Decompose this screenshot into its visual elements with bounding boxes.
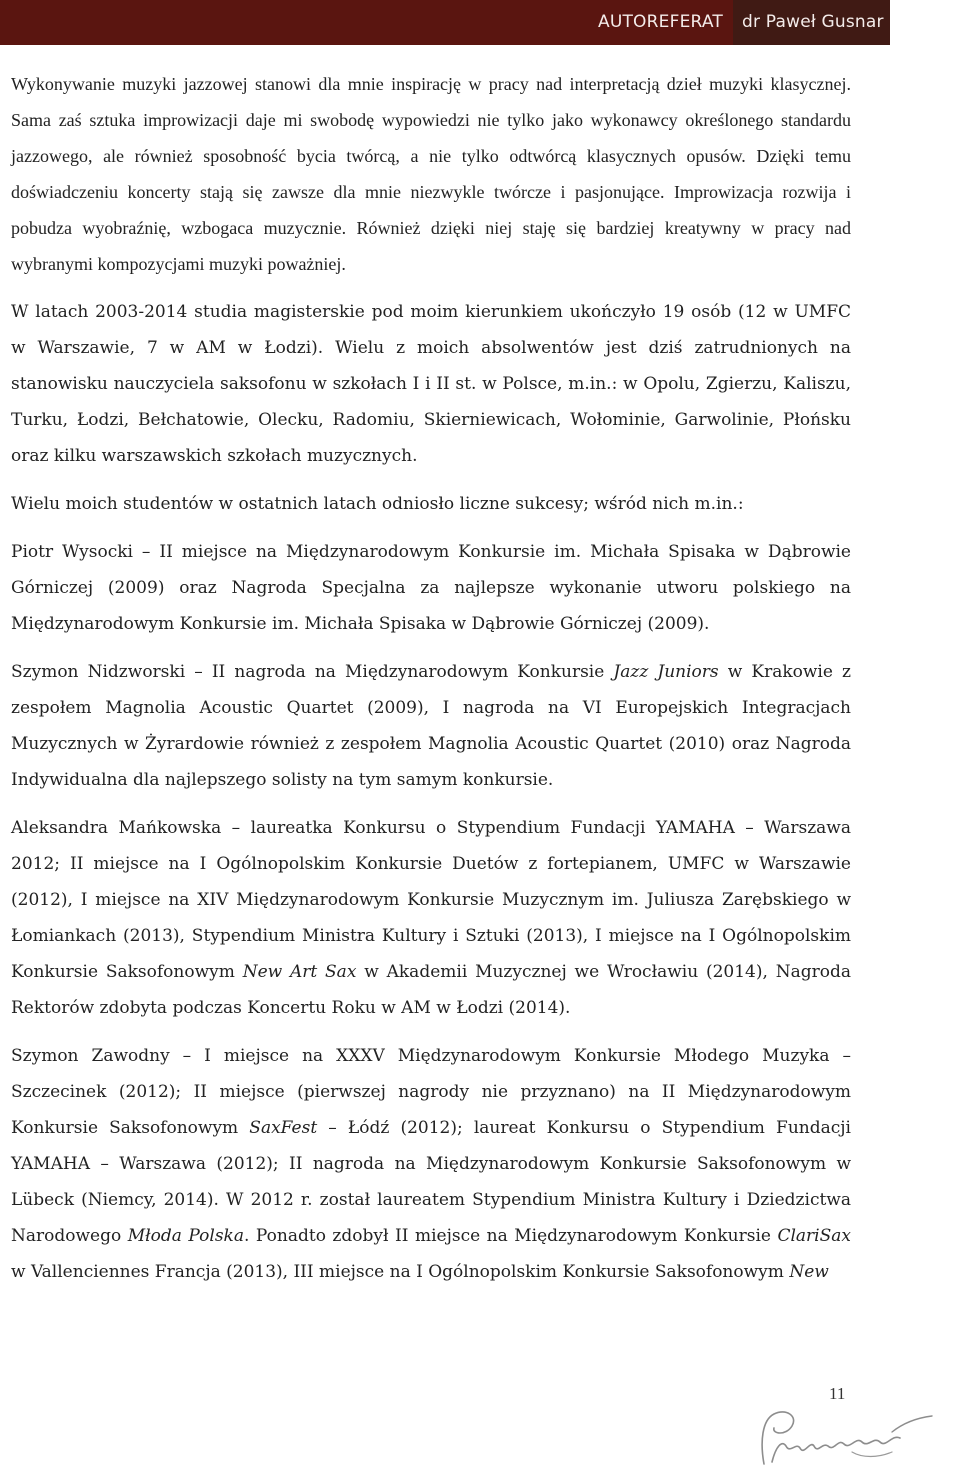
competition-name: New Art Sax [242, 962, 357, 982]
document-body [11, 66, 851, 1302]
paragraph-aleksandra-mankowska [11, 810, 851, 1026]
header-bar [0, 0, 890, 45]
paragraph-text: Aleksandra Mańkowska – laureatka Konkursu o Stypendium Fundacji YAMAHA – Warszawa 2012; II miejsce na I Ogólnopolskim Konkursie Duetów z fortepianem, UMFC w Warszawie (2012), I miejsce na XIV Międzynarodowym Konkursie Muzycznym im. Juliusza Zarębskiego w Łomiankach (2013), Stypendium Ministra Kultury i Sztuki (2013), I miejsce na I Ogólnopolskim Konkursie Saksofonowym [11, 818, 851, 982]
competition-name: New [789, 1262, 829, 1282]
paragraph-students-graduates [11, 294, 851, 474]
competition-name: ClariSax [777, 1226, 851, 1246]
paragraph-text: w Krakowie z zespołem Magnolia Acoustic Quartet (2009), I nagroda na VI Europejskich Integracjach Muzycznych w Żyrardowie również z zespołem Magnolia Acoustic Quartet (2010) oraz Nagroda Indywidualna dla najlepszego solisty na tym samym konkursie. [11, 662, 851, 790]
scholarship-name: Młoda Polska [127, 1226, 244, 1246]
paragraph-szymon-nidzworski [11, 654, 851, 798]
paragraph-text: . Ponadto zdobył II miejsce na Międzynarodowym Konkursie [244, 1226, 778, 1246]
paragraph-text: W latach 2003-2014 studia magisterskie pod moim kierunkiem ukończyło 19 osób (12 w UMFC w Warszawie, 7 w AM w Łodzi). Wielu z moich absolwentów jest dziś zatrudnionych na stanowisku nauczyciela saksofonu w szkołach I i II st. w Polsce, m.in.: w Opolu, Zgierzu, Kaliszu, Turku, Łodzi, Bełchatowie, Olecku, Radomiu, Skierniewicach, Wołominie, Garwolinie, Płońsku oraz kilku warszawskich szkołach muzycznych. [11, 302, 851, 466]
competition-name: SaxFest [249, 1118, 318, 1138]
paragraph-text: Piotr Wysocki – II miejsce na Międzynarodowym Konkursie im. Michała Spisaka w Dąbrowie Górniczej (2009) oraz Nagroda Specjalna za najlepsze wykonanie utworu polskiego na Międzynarodowym Konkursie im. Michała Spisaka w Dąbrowie Górniczej (2009). [11, 542, 851, 634]
document-title: AUTOREFERAT [598, 12, 723, 32]
paragraph-text: Wielu moich studentów w ostatnich latach odniosło liczne sukcesy; wśród nich m.in.: [11, 494, 744, 514]
paragraph-text: w Vallenciennes Francja (2013), III miejsce na I Ogólnopolskim Konkursie Saksofonowym [11, 1262, 790, 1282]
signature-icon [752, 1402, 942, 1472]
paragraph-text: w Akademii Muzycznej we Wrocławiu (2014), Nagroda Rektorów zdobyta podczas Koncertu Roku w AM w Łodzi (2014). [11, 962, 851, 1018]
paragraph-text: Szymon Zawodny – I miejsce na XXXV Międzynarodowym Konkursie Młodego Muzyka – Szczecinek (2012); II miejsce (pierwszej nagrody nie przyznano) na II Międzynarodowym Konkursie Saksofonowym [11, 1046, 851, 1138]
document-author: dr Paweł Gusnar [742, 12, 884, 32]
paragraph-text: Szymon Nidzworski – II nagroda na Międzynarodowym Konkursie [11, 662, 614, 682]
paragraph-piotr-wysocki [11, 534, 851, 642]
paragraph-students-successes-intro [11, 486, 851, 522]
page-number: 11 [829, 1384, 846, 1403]
competition-name: Jazz Juniors [613, 662, 719, 682]
paragraph-text: – Łódź (2012); laureat Konkursu o Stypendium Fundacji YAMAHA – Warszawa (2012); II nagroda na Międzynarodowym Konkursie Saksofonowym w Lübeck (Niemcy, 2014). W 2012 r. został laureatem Stypendium Ministra Kultury i Dziedzictwa Narodowego [11, 1118, 851, 1246]
paragraph-jazz-inspiration [11, 66, 851, 282]
paragraph-text: Wykonywanie muzyki jazzowej stanowi dla mnie inspirację w pracy nad interpretacją dzieł muzyki klasycznej. Sama zaś sztuka improwizacji daje mi swobodę wypowiedzi nie tylko jako wykonawcy określonego standardu jazzowego, ale również sposobność bycia twórcą, a nie tylko odtwórcą klasycznych opusów. Dzięki temu doświadczeniu koncerty stają się zawsze dla mnie niezwykle twórcze i pasjonujące. Improwizacja rozwija i pobudza wyobraźnię, wzbogaca muzycznie. Również dzięki niej staję się bardziej kreatywny w pracy nad wybranymi kompozycjami muzyki poważniej. [11, 74, 851, 274]
paragraph-szymon-zawodny [11, 1038, 851, 1290]
